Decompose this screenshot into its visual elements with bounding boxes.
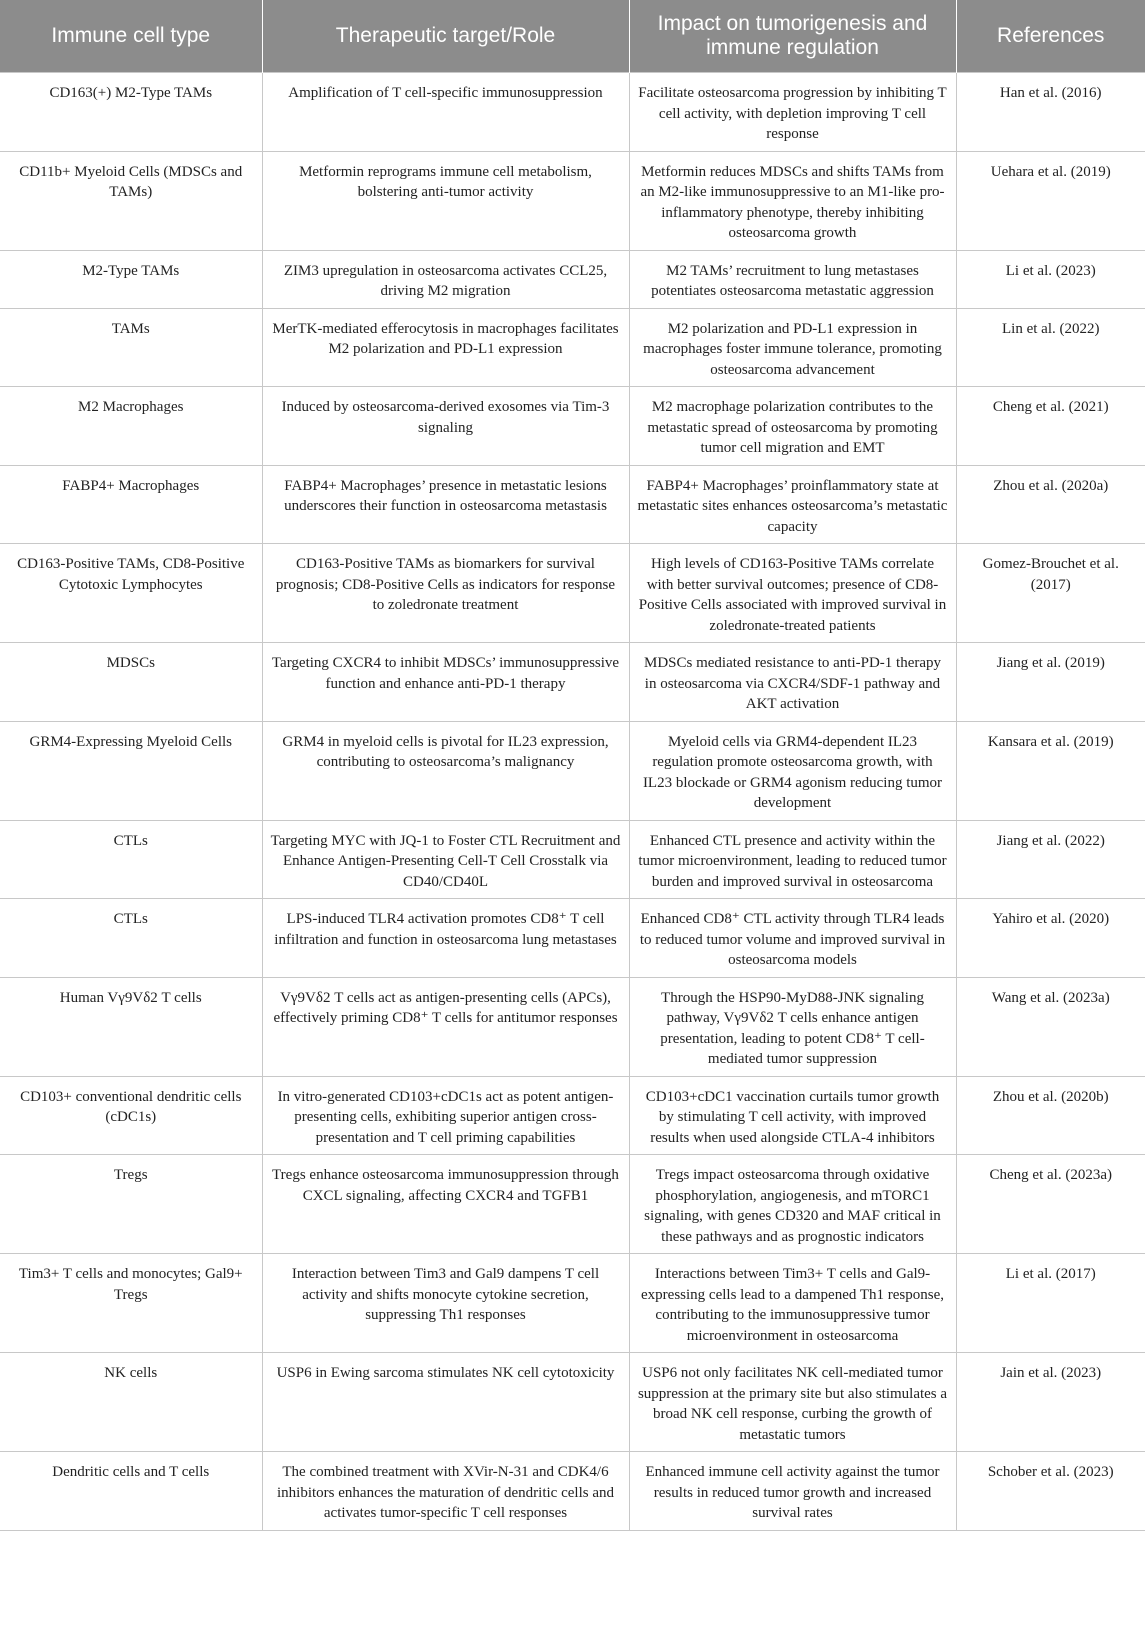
impact-cell: M2 TAMs’ recruitment to lung metastases potentiates osteosarcoma metastatic aggression — [629, 250, 956, 308]
reference-cell: Zhou et al. (2020b) — [956, 1076, 1145, 1155]
therapeutic-target-cell: MerTK-mediated efferocytosis in macrophages facilitates M2 polarization and PD-L1 expression — [262, 308, 629, 387]
header-references: References — [956, 0, 1145, 73]
impact-cell: Enhanced CD8⁺ CTL activity through TLR4 leads to reduced tumor volume and improved survival in osteosarcoma models — [629, 899, 956, 978]
immune-cell-type-cell: MDSCs — [0, 643, 262, 722]
therapeutic-target-cell: Induced by osteosarcoma-derived exosomes via Tim-3 signaling — [262, 387, 629, 466]
impact-cell: MDSCs mediated resistance to anti-PD-1 therapy in osteosarcoma via CXCR4/SDF-1 pathway and AKT activation — [629, 643, 956, 722]
table-row — [0, 465, 1145, 544]
therapeutic-target-cell: Targeting CXCR4 to inhibit MDSCs’ immunosuppressive function and enhance anti-PD-1 therapy — [262, 643, 629, 722]
immune-cell-type-cell: M2-Type TAMs — [0, 250, 262, 308]
table-row — [0, 643, 1145, 722]
immune-cell-type-cell: Tregs — [0, 1155, 262, 1254]
immune-cell-type-cell: Tim3+ T cells and monocytes; Gal9+ Tregs — [0, 1254, 262, 1353]
table-row — [0, 899, 1145, 978]
impact-cell: Metformin reduces MDSCs and shifts TAMs from an M2-like immunosuppressive to an M1-like pro-inflammatory phenotype, thereby inhibiting osteosarcoma growth — [629, 151, 956, 250]
table-row — [0, 151, 1145, 250]
therapeutic-target-cell: Interaction between Tim3 and Gal9 dampens T cell activity and shifts monocyte cytokine secretion, suppressing Th1 responses — [262, 1254, 629, 1353]
table-row — [0, 387, 1145, 466]
reference-cell: Cheng et al. (2023a) — [956, 1155, 1145, 1254]
reference-cell: Schober et al. (2023) — [956, 1452, 1145, 1531]
reference-cell: Jiang et al. (2019) — [956, 643, 1145, 722]
therapeutic-target-cell: The combined treatment with XVir-N-31 and CDK4/6 inhibitors enhances the maturation of dendritic cells and activates tumor-specific T cell responses — [262, 1452, 629, 1531]
table-row — [0, 820, 1145, 899]
table-row — [0, 250, 1145, 308]
reference-cell: Yahiro et al. (2020) — [956, 899, 1145, 978]
immune-cell-type-cell: GRM4-Expressing Myeloid Cells — [0, 721, 262, 820]
immune-cell-type-cell: CTLs — [0, 820, 262, 899]
immune-cell-type-cell: CD11b+ Myeloid Cells (MDSCs and TAMs) — [0, 151, 262, 250]
header-therapeutic-target: Therapeutic target/Role — [262, 0, 629, 73]
therapeutic-target-cell: Amplification of T cell-specific immunosuppression — [262, 73, 629, 152]
therapeutic-target-cell: Targeting MYC with JQ-1 to Foster CTL Recruitment and Enhance Antigen-Presenting Cell-T Cell Crosstalk via CD40/CD40L — [262, 820, 629, 899]
immune-cell-type-cell: CD163-Positive TAMs, CD8-Positive Cytotoxic Lymphocytes — [0, 544, 262, 643]
impact-cell: High levels of CD163-Positive TAMs correlate with better survival outcomes; presence of CD8-Positive Cells associated with improved survival in zoledronate-treated patients — [629, 544, 956, 643]
therapeutic-target-cell: Tregs enhance osteosarcoma immunosuppression through CXCL signaling, affecting CXCR4 and TGFB1 — [262, 1155, 629, 1254]
impact-cell: FABP4+ Macrophages’ proinflammatory state at metastatic sites enhances osteosarcoma’s metastatic capacity — [629, 465, 956, 544]
reference-cell: Li et al. (2023) — [956, 250, 1145, 308]
immune-cell-type-cell: NK cells — [0, 1353, 262, 1452]
impact-cell: Interactions between Tim3+ T cells and Gal9-expressing cells lead to a dampened Th1 response, contributing to the immunosuppressive tumor microenvironment in osteosarcoma — [629, 1254, 956, 1353]
immune-cell-type-cell: Human Vγ9Vδ2 T cells — [0, 977, 262, 1076]
therapeutic-target-cell: USP6 in Ewing sarcoma stimulates NK cell cytotoxicity — [262, 1353, 629, 1452]
therapeutic-target-cell: CD163-Positive TAMs as biomarkers for survival prognosis; CD8-Positive Cells as indicators for response to zoledronate treatment — [262, 544, 629, 643]
therapeutic-target-cell: LPS-induced TLR4 activation promotes CD8⁺ T cell infiltration and function in osteosarcoma lung metastases — [262, 899, 629, 978]
immune-cell-type-cell: CD103+ conventional dendritic cells (cDC1s) — [0, 1076, 262, 1155]
table-row — [0, 977, 1145, 1076]
impact-cell: Enhanced immune cell activity against the tumor results in reduced tumor growth and increased survival rates — [629, 1452, 956, 1531]
impact-cell: USP6 not only facilitates NK cell-mediated tumor suppression at the primary site but also stimulates a broad NK cell response, curbing the growth of metastatic tumors — [629, 1353, 956, 1452]
table-row — [0, 1353, 1145, 1452]
table-row — [0, 73, 1145, 152]
reference-cell: Jain et al. (2023) — [956, 1353, 1145, 1452]
therapeutic-target-cell: GRM4 in myeloid cells is pivotal for IL23 expression, contributing to osteosarcoma’s malignancy — [262, 721, 629, 820]
table-row — [0, 1076, 1145, 1155]
immune-cell-type-cell: CD163(+) M2-Type TAMs — [0, 73, 262, 152]
immune-cell-type-cell: Dendritic cells and T cells — [0, 1452, 262, 1531]
impact-cell: M2 polarization and PD-L1 expression in macrophages foster immune tolerance, promoting osteosarcoma advancement — [629, 308, 956, 387]
reference-cell: Uehara et al. (2019) — [956, 151, 1145, 250]
reference-cell: Zhou et al. (2020a) — [956, 465, 1145, 544]
impact-cell: Enhanced CTL presence and activity within the tumor microenvironment, leading to reduced tumor burden and improved survival in osteosarcoma — [629, 820, 956, 899]
reference-cell: Han et al. (2016) — [956, 73, 1145, 152]
therapeutic-target-cell: FABP4+ Macrophages’ presence in metastatic lesions underscores their function in osteosarcoma metastasis — [262, 465, 629, 544]
reference-cell: Wang et al. (2023a) — [956, 977, 1145, 1076]
reference-cell: Kansara et al. (2019) — [956, 721, 1145, 820]
therapeutic-target-cell: Metformin reprograms immune cell metabolism, bolstering anti-tumor activity — [262, 151, 629, 250]
reference-cell: Gomez-Brouchet et al. (2017) — [956, 544, 1145, 643]
reference-cell: Cheng et al. (2021) — [956, 387, 1145, 466]
immune-cell-type-cell: M2 Macrophages — [0, 387, 262, 466]
table-row — [0, 308, 1145, 387]
table-row — [0, 1254, 1145, 1353]
reference-cell: Lin et al. (2022) — [956, 308, 1145, 387]
reference-cell: Jiang et al. (2022) — [956, 820, 1145, 899]
immune-cell-type-cell: TAMs — [0, 308, 262, 387]
impact-cell: Tregs impact osteosarcoma through oxidative phosphorylation, angiogenesis, and mTORC1 signaling, with genes CD320 and MAF critical in these pathways and as prognostic indicators — [629, 1155, 956, 1254]
header-row — [0, 0, 1145, 73]
therapeutic-target-cell: In vitro-generated CD103+cDC1s act as potent antigen-presenting cells, exhibiting superior antigen cross-presentation and T cell priming capabilities — [262, 1076, 629, 1155]
table-header — [0, 0, 1145, 73]
therapeutic-target-cell: ZIM3 upregulation in osteosarcoma activates CCL25, driving M2 migration — [262, 250, 629, 308]
table-body — [0, 73, 1145, 1531]
reference-cell: Li et al. (2017) — [956, 1254, 1145, 1353]
impact-cell: Through the HSP90-MyD88-JNK signaling pathway, Vγ9Vδ2 T cells enhance antigen presentation, leading to potent CD8⁺ T cell-mediated tumor suppression — [629, 977, 956, 1076]
table-row — [0, 1155, 1145, 1254]
impact-cell: M2 macrophage polarization contributes to the metastatic spread of osteosarcoma by promoting tumor cell migration and EMT — [629, 387, 956, 466]
immune-cell-type-cell: FABP4+ Macrophages — [0, 465, 262, 544]
impact-cell: CD103+cDC1 vaccination curtails tumor growth by stimulating T cell activity, with improved results when used alongside CTLA-4 inhibitors — [629, 1076, 956, 1155]
header-impact: Impact on tumorigenesis and immune regulation — [629, 0, 956, 73]
header-immune-cell-type: Immune cell type — [0, 0, 262, 73]
immune-cell-type-cell: CTLs — [0, 899, 262, 978]
table-row — [0, 721, 1145, 820]
impact-cell: Myeloid cells via GRM4-dependent IL23 regulation promote osteosarcoma growth, with IL23 blockade or GRM4 agonism reducing tumor development — [629, 721, 956, 820]
table-row — [0, 1452, 1145, 1531]
impact-cell: Facilitate osteosarcoma progression by inhibiting T cell activity, with depletion improving T cell response — [629, 73, 956, 152]
table-row — [0, 544, 1145, 643]
therapeutic-target-cell: Vγ9Vδ2 T cells act as antigen-presenting cells (APCs), effectively priming CD8⁺ T cells for antitumor responses — [262, 977, 629, 1076]
